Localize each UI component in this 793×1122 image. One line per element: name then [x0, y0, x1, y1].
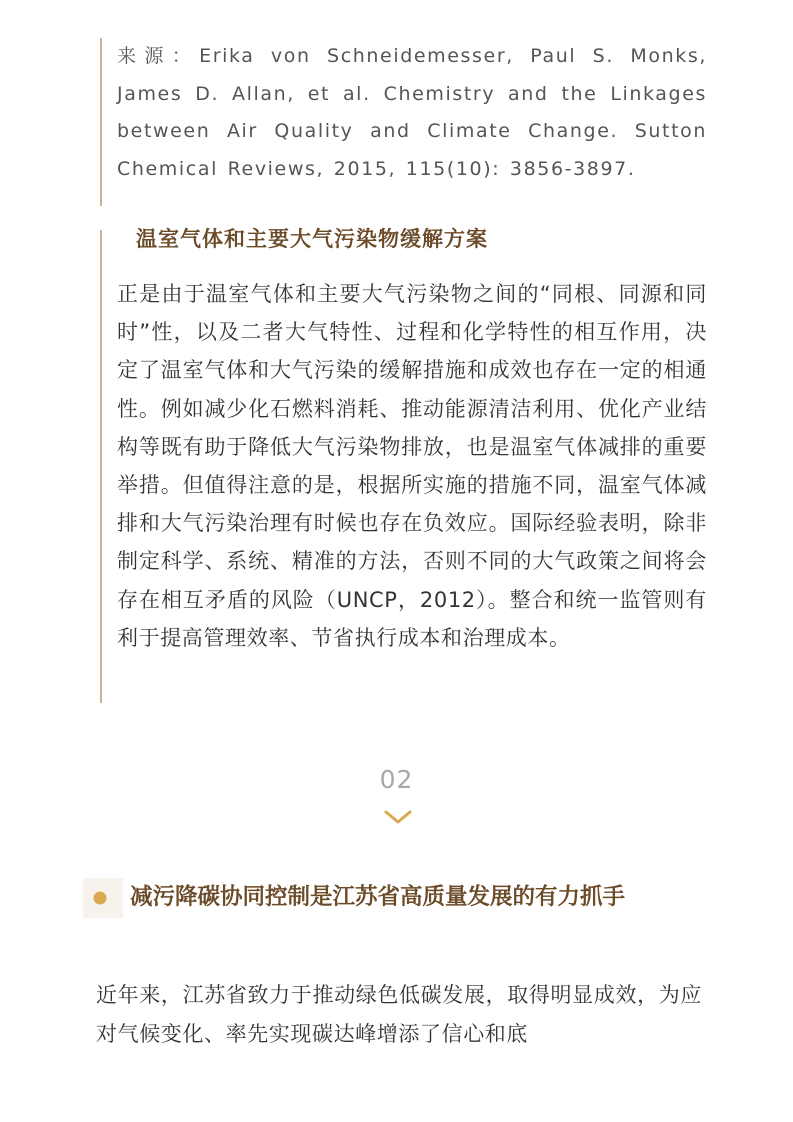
source-citation: 来源：Erika von Schneidemesser, Paul S. Monks, James D. Allan, et al. Chemistry and the Linkages between Air Quality and Climate Change. Sutton Chemical Reviews, 2015, 115(10): 3856-3897.: [117, 45, 707, 180]
subsection-paragraph: 正是由于温室气体和主要大气污染物之间的“同根、同源和同时”性，以及二者大气特性、过程和化学特性的相互作用，决定了温室气体和大气污染的缓解措施和成效也存在一定的相通性。例如减少化石燃料消耗、推动能源清洁利用、优化产业结构等既有助于降低大气污染物排放，也是温室气体减排的重要举措。但值得注意的是，根据所实施的措施不同，温室气体减排和大气污染治理有时候也存在负效应。国际经验表明，除非制定科学、系统、精准的方法，否则不同的大气政策之间将会存在相互矛盾的风险（UNCP，2012）。整合和统一监管则有利于提高管理效率、节省执行成本和治理成本。: [117, 282, 707, 650]
subsection-title: 温室气体和主要大气污染物缓解方案: [136, 227, 488, 251]
section-number: 02: [379, 765, 414, 794]
chevron-down-icon: [383, 808, 413, 826]
subsection-block: [100, 227, 712, 703]
section-title: 减污降碳协同控制是江苏省高质量发展的有力抓手: [130, 884, 626, 910]
section-paragraph: 近年来，江苏省致力于推动绿色低碳发展，取得明显成效，为应对气候变化、率先实现碳达峰增添了信心和底: [96, 983, 702, 1046]
source-quote-block: [100, 38, 712, 206]
dot-bullet-icon: [83, 878, 123, 918]
